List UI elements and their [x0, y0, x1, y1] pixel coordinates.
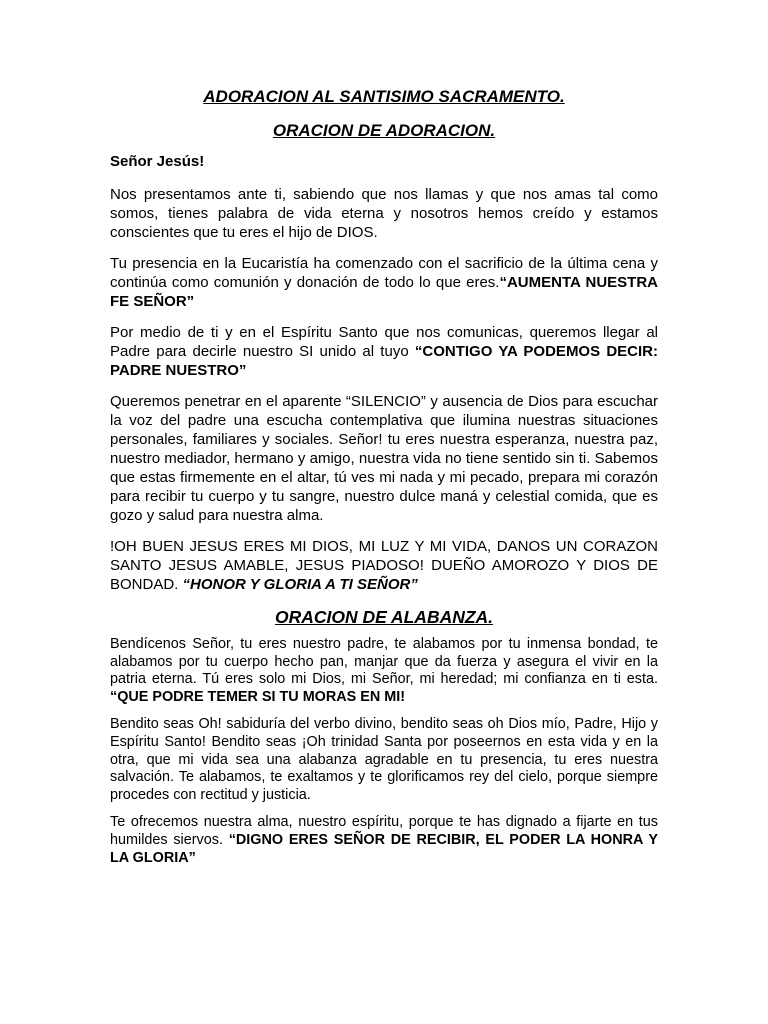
paragraph-4: Queremos penetrar en el aparente “SILENCIO” y ausencia de Dios para escuchar la voz del padre una escucha contemplativa que ilumina nuestras situaciones personales, familiares y sociales. Señor! tu eres nuestra esperanza, nuestra paz, nuestro mediador, hermano y amigo, nuestra vida no tiene sentido sin ti. Sabemos que estas firmemente en el altar, tú ves mi nada y mi pecado, prepara mi corazón para recibir tu cuerpo y tu sangre, nuestro dulce maná y celestial comida, que es gozo y salud para nuestra alma.	[110, 393, 658, 524]
paragraph-6-emphasis: “QUE PODRE TEMER SI TU MORAS EN MI!	[110, 688, 406, 705]
paragraph-1: Nos presentamos ante ti, sabiendo que nos llamas y que nos amas tal como somos, tienes palabra de vida eterna y nosotros hemos creído y estamos conscientes que tu eres el hijo de DIOS.	[110, 186, 658, 241]
paragraph-7: Bendito seas Oh! sabiduría del verbo divino, bendito seas oh Dios mío, Padre, Hijo y Espíritu Santo! Bendito seas ¡Oh trinidad Santa por poseernos en esta vida y en la otra, que mi vida sea una alabanza agradable en tu presencia, tu eres nuestra salvación. Te alabamos, te exaltamos y te glorificamos rey del cielo, porque siempre procedes con rectitud y justicia.	[110, 716, 658, 803]
section-title-adoracion: ORACION DE ADORACION.	[272, 121, 496, 140]
paragraph-2-text: Tu presencia en la Eucaristía ha comenzado con el sacrificio de la última cena y continúa como comunión y donación de todo lo que eres.	[110, 255, 658, 291]
paragraph-2	[110, 254, 658, 311]
paragraph-3-emphasis: “CONTIGO YA PODEMOS DECIR: PADRE NUESTRO”	[110, 343, 658, 379]
paragraph-5-text: !OH BUEN JESUS ERES MI DIOS, MI LUZ Y MI VIDA, DANOS UN CORAZON SANTO JESUS AMABLE, JESUS PIADOSO! DUEÑO AMOROZO Y DIOS DE BONDAD.	[110, 538, 658, 593]
document-title: ADORACION AL SANTISIMO SACRAMENTO.	[203, 87, 565, 106]
paragraph-8-text: Te ofrecemos nuestra alma, nuestro espíritu, porque te has dignado a fijarte en tus humildes siervos.	[110, 814, 658, 848]
paragraph-8	[110, 814, 658, 867]
section-title-alabanza: ORACION DE ALABANZA.	[274, 607, 494, 627]
paragraph-5-emphasis: “HONOR Y GLORIA A TI SEÑOR”	[182, 576, 418, 593]
paragraph-6-text: Bendícenos Señor, tu eres nuestro padre, te alabamos por tu inmensa bondad, te alabamos por tu cuerpo hecho pan, manjar que da fuerza y asegura el vivir en la patria eterna. Tú eres solo mi Dios, mi Señor, mi heredad; mi confianza en ti esta.	[110, 636, 658, 688]
paragraph-5	[110, 537, 658, 594]
paragraph-2-emphasis: “AUMENTA NUESTRA FE SEÑOR”	[110, 274, 658, 310]
paragraph-6	[110, 636, 658, 706]
paragraph-3	[110, 323, 658, 380]
paragraph-8-emphasis: “DIGNO ERES SEÑOR DE RECIBIR, EL PODER LA HONRA Y LA GLORIA”	[110, 831, 658, 866]
document-page	[110, 86, 658, 877]
paragraph-3-text: Por medio de ti y en el Espíritu Santo que nos comunicas, queremos llegar al Padre para decirle nuestro SI unido al tuyo	[110, 324, 658, 360]
greeting: Señor Jesús!	[110, 153, 205, 170]
